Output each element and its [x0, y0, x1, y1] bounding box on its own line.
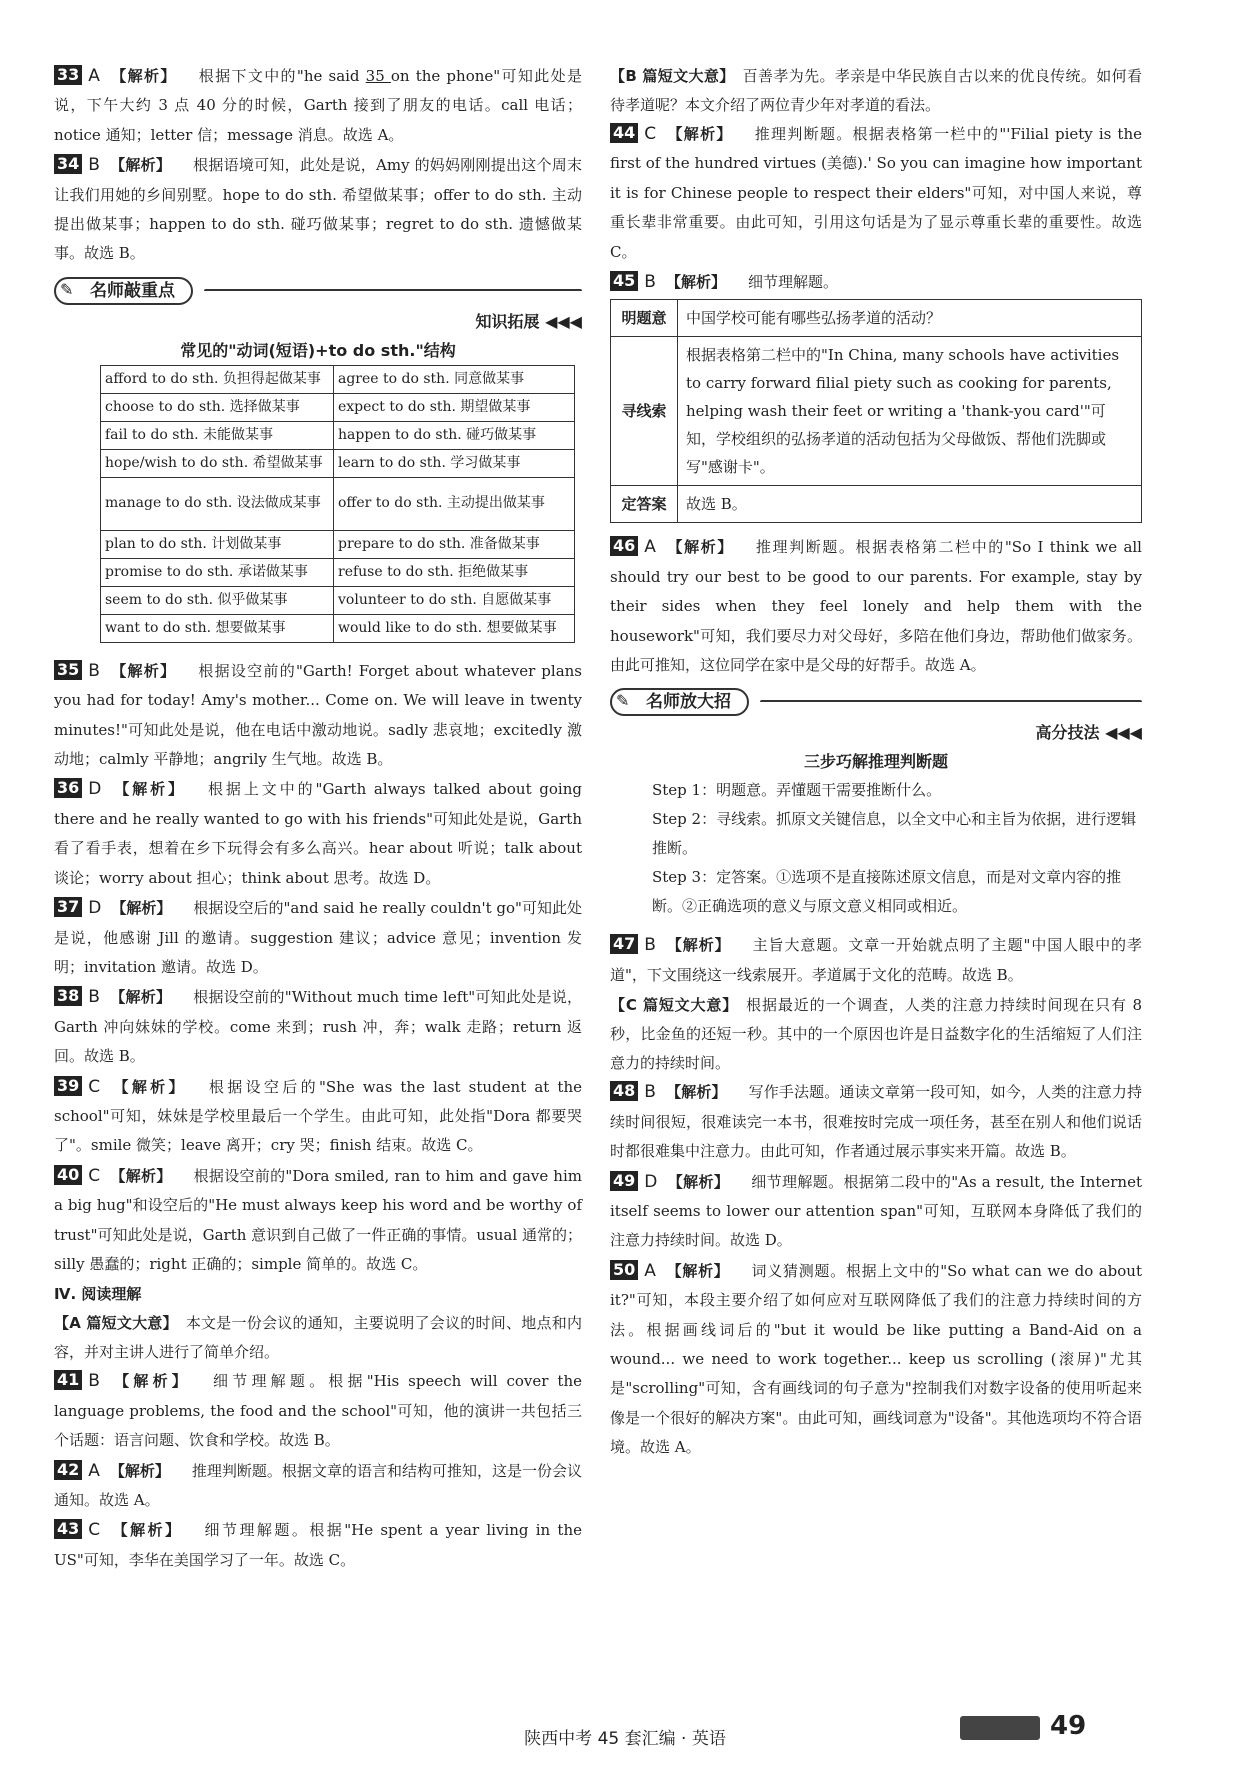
table-cell: fail to do sth. 未能做某事 — [101, 421, 334, 449]
question-number: 33 — [54, 65, 82, 85]
answer-42 — [54, 1457, 582, 1516]
passage-text: 根据最近的一个调查，人类的注意力持续时间现在只有 8 秒，比金鱼的还短一秒。其中的一个原因也许是日益数字化的生活缩短了人们注意力的持续时间。 — [610, 996, 1142, 1073]
passage-b-summary — [610, 62, 1142, 120]
answer-48 — [610, 1078, 1142, 1166]
analysis-text: 根据语境可知，此处是说，Amy 的妈妈刚刚提出这个周末让我们用她的乡间别墅。hope to do sth. 希望做某事；offer to do sth. 主动提出做某事；happen to do sth. 碰巧做某事；regret to do sth. 遗憾做某事。故选 B。 — [54, 156, 582, 263]
analysis-text: 主旨大意题。文章一开始就点明了主题"中国人眼中的孝道"，下文围绕这一线索展开。孝道属于文化的范畴。故选 B。 — [610, 936, 1142, 984]
answer-41 — [54, 1367, 582, 1455]
subsection-label: 高分技法 ◀◀◀ — [1035, 723, 1142, 743]
analysis-tag: 【解析】 — [665, 936, 731, 955]
table-cell: afford to do sth. 负担得起做某事 — [101, 365, 334, 393]
answer-44 — [610, 120, 1142, 267]
question-number: 48 — [610, 1081, 638, 1101]
tip-item: Step 1：明题意。弄懂题干需要推断什么。 — [652, 781, 942, 800]
analysis-tag: 【解析】 — [667, 1172, 730, 1191]
answer-38 — [54, 983, 582, 1071]
analysis-tag: 【解析】 — [665, 273, 726, 292]
analysis-tag: 【解析】 — [109, 156, 172, 175]
question-number: 44 — [610, 123, 638, 143]
teacher-icon: ✎ — [616, 691, 630, 711]
answer-49 — [610, 1168, 1142, 1256]
passage-c-summary — [610, 991, 1142, 1078]
analysis-tag: 【解析】 — [110, 1077, 187, 1096]
analysis-text: 细节理解题。 — [747, 273, 838, 292]
analysis-text: 推理判断题。根据表格第二栏中的"So I think we all should try our best to be good to our parents. For example, stay by their sides when they feel lonely and help them with the housework"可知，我们要尽力对父母好，多陪在他们身边，帮助他们做家务。由此可推知，这位同学在家中是父母的好帮手。故选 A。 — [610, 538, 1142, 675]
question-number: 50 — [610, 1260, 638, 1280]
passage-tag: 【A 篇短文大意】 — [54, 1314, 178, 1333]
passage-text: 百善孝为先。孝亲是中华民族自古以来的优良传统。如何看待孝道呢？本文介绍了两位青少年对孝道的看法。 — [610, 67, 1142, 114]
brand-badge — [960, 1716, 1040, 1740]
tips-list — [610, 776, 1142, 921]
table-row — [101, 558, 575, 586]
table-row — [101, 530, 575, 558]
answer-37 — [54, 894, 582, 982]
answer-letter: B — [88, 660, 100, 681]
table-cell: offer to do sth. 主动提出做某事 — [334, 477, 575, 530]
tip-item: Step 3：定答案。①选项不是直接陈述原文信息，而是对文章内容的推断。②正确选项的意义与原文意义相同或相近。 — [652, 868, 1122, 916]
question-number: 42 — [54, 1460, 82, 1480]
analysis-tag: 【解析】 — [109, 1372, 192, 1391]
table-row — [101, 477, 575, 530]
table-cell: prepare to do sth. 准备做某事 — [334, 530, 575, 558]
step-content: 故选 B。 — [678, 486, 1142, 523]
analysis-text: 推理判断题。根据表格第一栏中的"'Filial piety is the first of the hundred virtues (美德).' So you can imagine how important it is for Chinese people to respect their elders"可知，对中国人来说，尊重长辈非常重要。由此可知，引用这句话是为了显示尊重长辈的重要性。故选 C。 — [610, 125, 1142, 261]
question-number: 34 — [54, 154, 82, 174]
right-column — [610, 62, 1142, 1464]
question-number: 38 — [54, 986, 82, 1006]
table-cell: plan to do sth. 计划做某事 — [101, 530, 334, 558]
table-cell: manage to do sth. 设法做成某事 — [101, 477, 334, 530]
answer-letter: D — [88, 898, 102, 919]
passage-tag: 【B 篇短文大意】 — [610, 67, 735, 85]
step-label: 定答案 — [611, 486, 678, 523]
table-cell: want to do sth. 想要做某事 — [101, 614, 334, 642]
answer-36 — [54, 775, 582, 893]
table-row — [101, 586, 575, 614]
analysis-text: 根据设空前的"Without much time left"可知此处是说，Garth 冲向妹妹的学校。come 来到；rush 冲，奔；walk 走路；return 返回。故选 B。 — [54, 988, 582, 1066]
question-number: 49 — [610, 1171, 638, 1191]
answer-letter: C — [88, 1076, 101, 1097]
subsection-label: 知识拓展 ◀◀◀ — [475, 311, 582, 331]
analysis-text: 写作手法题。通读文章第一段可知，如今，人类的注意力持续时间很短，很难读完一本书，很难按时完成一项任务，甚至在别人和他们说话时都很难集中注意力。由此可知，作者通过展示事实来开篇。故选 B。 — [610, 1083, 1142, 1161]
analysis-tag: 【解析】 — [110, 1521, 183, 1540]
analysis-tag: 【解析】 — [665, 538, 734, 557]
answer-letter: D — [644, 1171, 658, 1192]
table-row — [101, 365, 575, 393]
question-number: 37 — [54, 897, 82, 917]
section-banner-tips — [610, 684, 1142, 718]
analysis-text: 根据下文中的"he said — [198, 67, 366, 85]
analysis-tag: 【解析】 — [665, 1083, 727, 1102]
analysis-text: 细节理解题。根据第二段中的"As a result, the Internet itself seems to lower our attention span"可知，互联网本身降低了我们的注意力持续时间。故选 D。 — [610, 1172, 1142, 1250]
analysis-text: 推理判断题。根据文章的语言和结构可推知，这是一份会议通知。故选 A。 — [54, 1461, 582, 1509]
table-cell: refuse to do sth. 拒绝做某事 — [334, 558, 575, 586]
tips-title: 三步巧解推理判断题 — [803, 752, 948, 772]
analysis-text: 细节理解题。根据"His speech will cover the language problems, the food and the school"可知，他的演讲一共包括三个话题：语言问题、饮食和学校。故选 B。 — [54, 1372, 582, 1450]
analysis-text: 根据上文中的"Garth always talked about going there and he really wanted to go with his friends"可知此处是说，Garth 看了看手表，想着在乡下玩得会有多么高兴。hear about 听说；talk about 谈论；worry about 担心；think about 思考。故选 D。 — [54, 780, 582, 887]
analysis-tag: 【解析】 — [109, 988, 172, 1007]
answer-39 — [54, 1073, 582, 1161]
answer-43 — [54, 1516, 582, 1575]
analysis-tag: 【解析】 — [111, 780, 186, 799]
analysis-text: 根据设空后的"She was the last student at the school"可知，妹妹是学校里最后一个学生。由此可知，此处指"Dora 都要哭了"。smile 微笑；leave 离开；cry 哭；finish 结束。故选 C。 — [54, 1077, 582, 1155]
passage-text: 本文是一份会议的通知，主要说明了会议的时间、地点和内容，并对主讲人进行了简单介绍。 — [54, 1314, 582, 1362]
section-divider — [760, 700, 1142, 702]
question-number: 41 — [54, 1370, 82, 1390]
table-row — [101, 421, 575, 449]
blank-number: 35 — [365, 67, 391, 85]
passage-tag: 【C 篇短文大意】 — [610, 996, 739, 1015]
answer-34 — [54, 151, 582, 269]
solution-steps-table — [610, 299, 1142, 523]
answer-letter: D — [88, 779, 102, 800]
question-number: 36 — [54, 778, 82, 798]
verb-phrase-table — [100, 365, 575, 643]
answer-letter: C — [88, 1165, 101, 1186]
table-row — [611, 337, 1142, 486]
step-label: 明题意 — [611, 300, 678, 337]
footer-title: 陕西中考 45 套汇编 · 英语 — [524, 1729, 726, 1749]
question-number: 46 — [610, 536, 638, 556]
analysis-tag: 【解析】 — [109, 1461, 170, 1480]
analysis-text: 根据设空后的"and said he really couldn't go"可知此处是说，他感谢 Jill 的邀请。suggestion 建议；advice 意见；invention 发明；invitation 邀请。故选 D。 — [54, 899, 582, 976]
teacher-icon: ✎ — [60, 279, 74, 299]
analysis-text: 细节理解题。根据"He spent a year living in the US"可知，李华在美国学习了一年。故选 C。 — [54, 1521, 582, 1569]
answer-letter: A — [88, 1460, 100, 1481]
table-row — [611, 300, 1142, 337]
analysis-tag: 【解析】 — [111, 899, 172, 918]
table-cell: happen to do sth. 碰巧做某事 — [334, 421, 575, 449]
analysis-tag: 【解析】 — [665, 1261, 730, 1280]
question-number: 43 — [54, 1519, 82, 1539]
analysis-tag: 【解析】 — [109, 67, 177, 85]
table-row — [611, 486, 1142, 523]
table-title: 常见的"动词(短语)+to do sth."结构 — [180, 340, 456, 360]
table-row — [101, 614, 575, 642]
analysis-text: 词义猜测题。根据上文中的"So what can we do about it?"可知，本段主要介绍了如何应对互联网降低了我们的注意力持续时间的方法。根据画线词后的"but it would be like putting a Band-Aid on a wound... we need to work together... keep us scrolling (滚屏)"尤其是"scrolling"可知，含有画线词的句子意为"控制我们对数字设备的使用听起来像是一个很好的解决方案"。由此可知，画线词意为"设备"。其他选项均不符合语境。故选 A。 — [610, 1261, 1142, 1457]
answer-letter: A — [644, 1260, 656, 1281]
analysis-text-cont: on the phone"可知此处是说，下午大约 3 点 40 分的时候，Garth 接到了朋友的电话。call 电话；notice 通知；letter 信；message 消息。故选 A。 — [54, 67, 582, 144]
table-cell: expect to do sth. 期望做某事 — [334, 393, 575, 421]
table-row — [101, 449, 575, 477]
answer-45 — [610, 268, 1142, 297]
step-label: 寻线索 — [611, 337, 678, 486]
section-divider — [204, 289, 582, 291]
analysis-tag: 【解析】 — [109, 661, 177, 680]
answer-letter: B — [88, 987, 100, 1008]
table-cell: would like to do sth. 想要做某事 — [334, 614, 575, 642]
left-column — [54, 62, 582, 1576]
analysis-text: 根据设空前的"Garth! Forget about whatever plans you had for today! Amy's mother... Come on. We will leave in twenty minutes!"可知此处是说，他在电话中激动地说。sadly 悲哀地；excitedly 激动地；calmly 平静地；angrily 生气地。故选 B。 — [54, 661, 582, 769]
analysis-tag: 【解析】 — [666, 125, 733, 143]
passage-a-summary — [54, 1309, 582, 1367]
answer-35 — [54, 657, 582, 775]
answer-33 — [54, 62, 582, 150]
question-number: 45 — [610, 271, 638, 291]
step-content: 中国学校可能有哪些弘扬孝道的活动？ — [678, 300, 1142, 337]
answer-letter: A — [644, 537, 656, 558]
section-label: 名师放大招 — [610, 688, 749, 716]
analysis-text: 根据设空前的"Dora smiled, ran to him and gave him a big hug"和设空后的"He must always keep his word and be worthy of trust"可知此处是说，Garth 意识到自己做了一件正确的事情。usual 通常的；silly 愚蠢的；right 正确的；simple 简单的。故选 C。 — [54, 1166, 582, 1273]
answer-46 — [610, 533, 1142, 680]
table-row — [101, 393, 575, 421]
analysis-tag: 【解析】 — [110, 1166, 172, 1185]
question-number: 39 — [54, 1076, 82, 1096]
table-cell: promise to do sth. 承诺做某事 — [101, 558, 334, 586]
table-cell: seem to do sth. 似乎做某事 — [101, 586, 334, 614]
page-number: 49 — [1050, 1711, 1087, 1741]
question-number: 35 — [54, 660, 82, 680]
answer-47 — [610, 931, 1142, 990]
question-number: 47 — [610, 934, 638, 954]
section-heading-reading: Ⅳ. 阅读理解 — [54, 1285, 142, 1304]
table-cell: volunteer to do sth. 自愿做某事 — [334, 586, 575, 614]
answer-letter: B — [644, 935, 656, 956]
step-content: 根据表格第二栏中的"In China, many schools have activities to carry forward filial piety such as cooking for parents, helping wash their feet or writing a 'thank-you card'"可知，学校组织的弘扬孝道的活动包括为父母做饭、帮他们洗脚或写"感谢卡"。 — [678, 337, 1142, 486]
answer-letter: C — [88, 1520, 101, 1541]
answer-letter: A — [88, 66, 100, 86]
section-label: 名师敲重点 — [54, 277, 193, 305]
table-cell: choose to do sth. 选择做某事 — [101, 393, 334, 421]
answer-40 — [54, 1162, 582, 1280]
answer-50 — [610, 1257, 1142, 1463]
question-number: 40 — [54, 1165, 82, 1185]
section-banner-key-points — [54, 273, 582, 307]
answer-letter: B — [644, 272, 656, 293]
table-cell: hope/wish to do sth. 希望做某事 — [101, 449, 334, 477]
answer-letter: B — [88, 155, 100, 176]
answer-letter: C — [644, 124, 657, 144]
answer-letter: B — [644, 1082, 656, 1103]
answer-letter: B — [88, 1371, 100, 1392]
table-cell: learn to do sth. 学习做某事 — [334, 449, 575, 477]
tip-item: Step 2：寻线索。抓原文关键信息，以全文中心和主旨为依据，进行逻辑推断。 — [652, 810, 1137, 858]
table-cell: agree to do sth. 同意做某事 — [334, 365, 575, 393]
